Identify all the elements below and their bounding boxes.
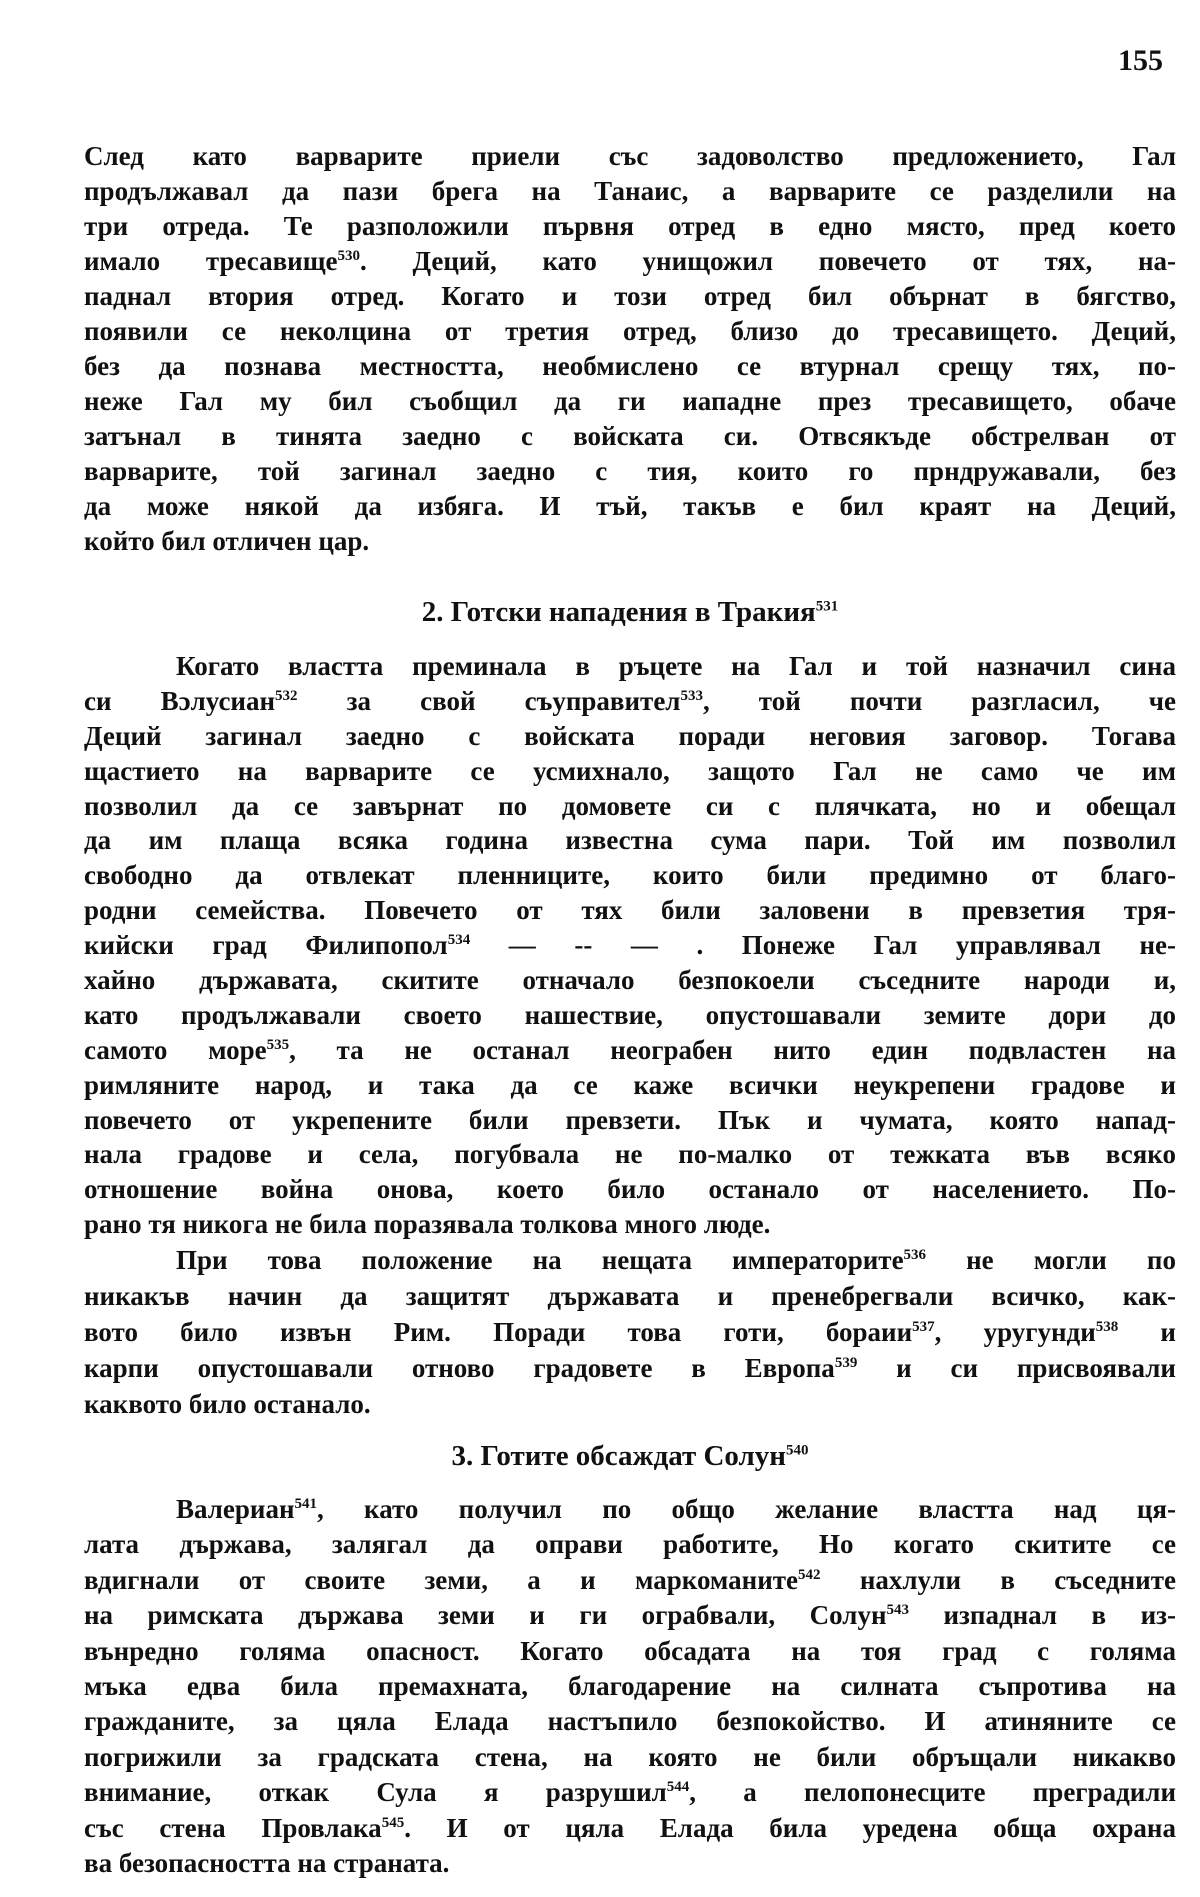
footnote-ref: 544 (666, 1779, 690, 1796)
text-line: След като варварите приели със задоволство предложението, Гал (84, 141, 1176, 171)
text-line: който бил отличен цар. (84, 526, 370, 556)
text-line: затънал в тинята заедно с войската си. Отвсякъде обстрелван от (84, 421, 1176, 451)
text-line: свободно да отвлекат пленниците, които били предимно от благо- (84, 860, 1176, 891)
text-line: гражданите, за цяла Елада настъпило безпокойство. И атиняните се (84, 1706, 1176, 1737)
text-line: нала градове и села, погубвала не по-малко от тежката във всяко (84, 1139, 1176, 1170)
footnote-ref: 539 (834, 1355, 858, 1371)
text-line: три отреда. Те разположили първня отред в едно място, пред което (84, 211, 1176, 241)
footnote-ref: 534 (447, 932, 471, 949)
paragraph-3 (84, 1242, 1176, 1422)
text-line: вото било извън Рим. Поради това готи, бораии$^{537}$, уругунди$^{538}$ и (84, 1317, 1176, 1347)
text-line: каквото било останало. (84, 1389, 371, 1419)
text-line: карпи опустошавали отново градовете в Европа$^{539}$ и си присвоявали (84, 1353, 1176, 1383)
text-line: рано тя никога не била поразявала толкова много люде. (84, 1209, 771, 1240)
text-line: родни семейства. Повечето от тях били заловени в превзетия тря- (84, 895, 1176, 926)
section-heading-2: 2. Готски нападения в Тракия$^{531}$ (421, 596, 839, 628)
footnote-ref: 533 (680, 687, 703, 704)
text-line: Валериан$^{541}$, като получил по общо желание властта над ця- (176, 1494, 1176, 1524)
text-line: лата държава, залягал да оправи работите, Но когато скитите се (84, 1529, 1176, 1560)
text-line: позволил да се завърнат по домовете си с плячката, но и обещал (84, 790, 1176, 821)
paragraph-4 (84, 1492, 1176, 1881)
text-line: варварите, той загинал заедно с тия, които го прндружавали, без (84, 456, 1176, 486)
text-line: неже Гал му бил съобщил да ги иападне през тресавището, обаче (84, 386, 1176, 416)
text-line: отношение война онова, което било останало от населението. По- (84, 1174, 1176, 1205)
footnote-ref: 531 (815, 598, 839, 615)
text-line: мъка едва била премахната, благодарение на силната съпротива на (84, 1670, 1176, 1701)
text-line: да може някой да избяга. И тъй, такъв е бил краят на Деций, (84, 491, 1176, 521)
text-line: погрижили за градската стена, на която не били обръщали никакво (84, 1741, 1176, 1772)
text-line: без да познава местността, необмислено се втурнал срещу тях, по- (84, 351, 1176, 381)
text-line: със стена Провлака$^{545}$. И от цяла Елада била уредена обща охрана (84, 1812, 1176, 1843)
text-line: продължавал да пази брега на Танаис, а варварите се разделили на (84, 176, 1176, 206)
text-line: щастието на варварите се усмихнало, защото Гал не само че им (84, 755, 1176, 786)
page-number: 155 (1118, 44, 1163, 77)
paragraph-1 (84, 139, 1176, 559)
text-line: никакъв начин да защитят държавата и пренебрегвали всичко, как- (84, 1281, 1176, 1311)
footnote-ref: 542 (798, 1566, 821, 1583)
text-line: римляните народ, и така да се каже всички неукрепени градове и (84, 1069, 1176, 1100)
text-line: Когато властта преминала в ръцете на Гал и той назначил сина (176, 651, 1176, 681)
text-line: имало тресавище$^{530}$. Деций, като унищожил повечето от тях, на- (84, 246, 1176, 276)
text-line: Деций загинал заедно с войската поради неговия заговор. Тогава (84, 720, 1176, 751)
paragraph-2 (84, 649, 1176, 1242)
footnote-ref: 532 (275, 687, 298, 704)
text-line: хайно държавата, скитите отначало безпокоели съседните народи и, (84, 965, 1176, 996)
text-line: като продължавали своето нашествие, опустошавали земите дори до (84, 999, 1176, 1030)
text-line: да им плаща всяка година известна сума пари. Той им позволил (84, 825, 1176, 856)
footnote-ref: 538 (1095, 1319, 1119, 1335)
text-line: паднал втория отред. Когато и този отред бил обърнат в бягство, (84, 281, 1176, 311)
section-heading-3: 3. Готите обсаждат Солун$^{540}$ (451, 1440, 809, 1472)
text-line: самото море$^{535}$, та не останал неограбен нито един подвластен на (84, 1034, 1177, 1065)
text-line: вънредно голяма опасност. Когато обсадата на тоя град с голяма (84, 1635, 1176, 1666)
text-line: При това положение на нещата императорите$^{536}$ не могли по (176, 1245, 1176, 1275)
footnote-ref: 540 (786, 1442, 809, 1459)
footnote-ref: 545 (381, 1814, 405, 1831)
text-line: внимание, откак Сула я разрушил$^{544}$, а пелопонесците преградили (84, 1777, 1177, 1808)
footnote-ref: 537 (912, 1319, 935, 1335)
footnote-ref: 543 (886, 1602, 910, 1619)
footnote-ref: 535 (266, 1036, 290, 1053)
footnote-ref: 536 (903, 1247, 927, 1263)
text-line: появили се неколцина от третия отред, близо до тресавището. Деций, (84, 316, 1176, 346)
text-line: си Вɔлусиан$^{532}$ за свой съуправител$^{533}$, той почти разгласил, че (84, 685, 1176, 716)
footnote-ref: 541 (294, 1496, 318, 1512)
text-line: повечето от укрепените били превзети. Пък и чумата, която напад- (84, 1104, 1176, 1135)
text-line: на римската държава земи и ги ограбвали, Солун$^{543}$ изпаднал в из- (84, 1600, 1176, 1631)
text-line: вдигнали от своите земи, а и маркоманите$^{542}$ нахлули в съседните (84, 1564, 1176, 1595)
text-line: кийски град Филипопол$^{534}$ — -- — . Понеже Гал управлявал не- (84, 930, 1176, 961)
footnote-ref: 530 (337, 248, 361, 264)
text-line: ва безопасността на страната. (84, 1847, 450, 1878)
